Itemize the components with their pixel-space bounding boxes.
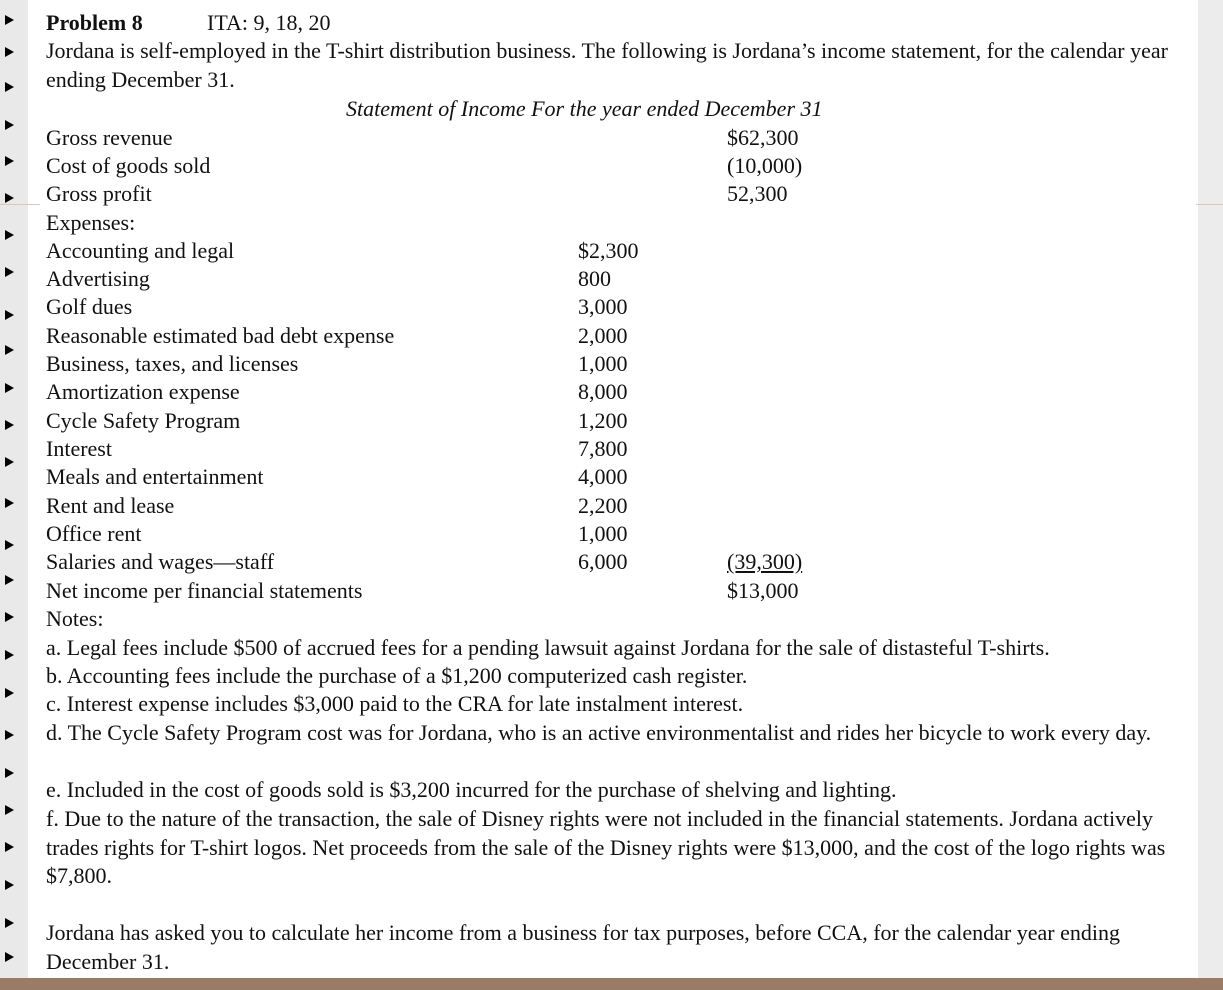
expense-amount: 3,000 [578, 294, 628, 319]
notes-heading: Notes: [46, 606, 104, 631]
bullet-marker [5, 918, 14, 928]
expense-label: Rent and lease [46, 493, 175, 518]
bullet-marker [5, 612, 14, 622]
bullet-marker [5, 457, 14, 467]
expense-label: Salaries and wages—staff [46, 549, 275, 574]
bullet-marker [5, 952, 14, 962]
expense-amount: 2,200 [578, 493, 628, 518]
expense-amount: 1,000 [578, 351, 628, 376]
bullet-marker [5, 310, 14, 320]
bullet-marker [5, 688, 14, 698]
bullet-marker [5, 230, 14, 240]
value-gross-profit: 52,300 [727, 181, 788, 206]
expense-label: Golf dues [46, 294, 133, 319]
bullet-marker [5, 880, 14, 890]
row-label-gross-profit: Gross profit [46, 181, 152, 206]
note-a: a. Legal fees include $500 of accrued fees for a pending lawsuit against Jordana for the sale of distasteful T-shirts. [46, 635, 1050, 660]
bullet-marker [5, 345, 14, 355]
expense-label: Interest [46, 436, 112, 461]
expense-amount: 6,000 [578, 549, 628, 574]
expense-amount: 7,800 [578, 436, 628, 461]
expense-amount: 8,000 [578, 379, 628, 404]
note-f: f. Due to the nature of the transaction, the sale of Disney rights were not included in the financial statements. Jordana actively trades rights for T-shirt logos. Net proceeds from the sale of the Disney rights were $13,000, and the cost of the logo rights was $7,800. [46, 806, 1166, 888]
bottom-frame [0, 978, 1223, 990]
bullet-marker [5, 575, 14, 585]
expense-label: Accounting and legal [46, 238, 235, 263]
expense-amount: 4,000 [578, 464, 628, 489]
expenses-heading: Expenses: [46, 210, 136, 235]
note-b: b. Accounting fees include the purchase of a $1,200 computerized cash register. [46, 663, 748, 688]
expense-amount: $2,300 [578, 238, 639, 263]
bullet-marker [5, 120, 14, 130]
row-label-cost-of-goods: Cost of goods sold [46, 153, 211, 178]
statement-title: Statement of Income For the year ended December 31 [346, 96, 823, 121]
bullet-marker [5, 267, 14, 277]
expense-amount: 800 [578, 266, 611, 291]
net-income-value: $13,000 [727, 578, 799, 603]
bullet-marker [5, 730, 14, 740]
expenses-total: (39,300) [727, 549, 803, 574]
guide-line-right [1196, 204, 1223, 205]
bullet-marker [5, 650, 14, 660]
bullet-marker [5, 15, 14, 25]
bullet-marker [5, 540, 14, 550]
bullet-marker [5, 805, 14, 815]
expense-label: Amortization expense [46, 379, 240, 404]
ita-reference: ITA: 9, 18, 20 [207, 10, 331, 35]
bullet-marker [5, 82, 14, 92]
intro-paragraph: Jordana is self-employed in the T-shirt distribution business. The following is Jordana’s income statement, for the calendar year ending December 31. [46, 38, 1168, 92]
expense-label: Advertising [46, 266, 150, 291]
net-income-label: Net income per financial statements [46, 578, 363, 603]
expense-label: Meals and entertainment [46, 464, 264, 489]
bullet-marker [5, 498, 14, 508]
problem-label: Problem 8 [46, 10, 143, 35]
bullet-marker [5, 193, 14, 203]
expense-label: Reasonable estimated bad debt expense [46, 323, 395, 348]
note-e: e. Included in the cost of goods sold is $3,200 incurred for the purchase of shelving and lighting. [46, 777, 897, 802]
bullet-marker [5, 383, 14, 393]
row-label-gross-revenue: Gross revenue [46, 125, 173, 150]
note-d: d. The Cycle Safety Program cost was for Jordana, who is an active environmentalist and rides her bicycle to work every day. [46, 720, 1152, 745]
bullet-marker [5, 156, 14, 166]
guide-line-left [0, 204, 40, 205]
expense-label: Cycle Safety Program [46, 408, 241, 433]
bullet-marker [5, 842, 14, 852]
expense-amount: 2,000 [578, 323, 628, 348]
expense-label: Business, taxes, and licenses [46, 351, 299, 376]
expense-label: Office rent [46, 521, 142, 546]
bullet-marker [5, 420, 14, 430]
value-cost-of-goods: (10,000) [727, 153, 803, 178]
bullet-marker [5, 768, 14, 778]
question-paragraph: Jordana has asked you to calculate her income from a business for tax purposes, before CCA, for the calendar year ending December 31. [46, 920, 1120, 974]
bullet-marker [5, 47, 14, 57]
right-frame [1198, 0, 1223, 990]
value-gross-revenue: $62,300 [727, 125, 799, 150]
expense-amount: 1,000 [578, 521, 628, 546]
note-c: c. Interest expense includes $3,000 paid to the CRA for late instalment interest. [46, 691, 744, 716]
expense-amount: 1,200 [578, 408, 628, 433]
